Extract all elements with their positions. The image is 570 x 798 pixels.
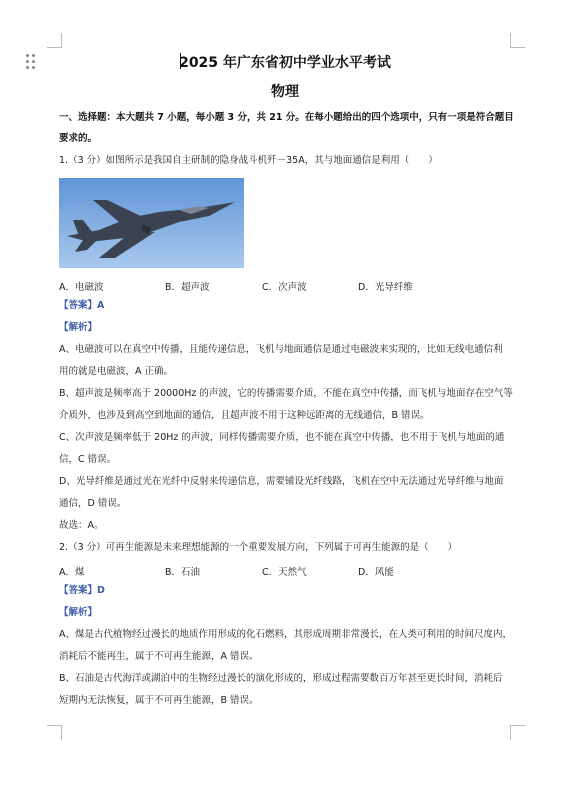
q1-analysis-line: A、电磁波可以在真空中传播，且能传递信息，飞机与地面通信是通过电磁波来实现的，比如无线电通信利 — [59, 344, 503, 355]
fighter-jet-image — [59, 178, 244, 268]
q1-option-d: D．光导纤维 — [358, 282, 413, 293]
q2-option-b: B．石油 — [165, 567, 201, 578]
q1-analysis-line: 介质外，也涉及到高空到地面的通信，且超声波不用于这种远距离的无线通信，B 错误。 — [59, 410, 430, 421]
q2-answer: 【答案】D — [59, 585, 105, 596]
q2-analysis-line: 短期内无法恢复，属于不可再生能源，B 错误。 — [59, 695, 259, 706]
q1-analysis-line: D、光导纤维是通过光在光纤中反射来传递信息，需要铺设光纤线路，飞机在空中无法通过光导纤维与地面 — [59, 476, 504, 487]
q2-option-a: A．煤 — [59, 567, 85, 578]
q2-analysis-label: 【解析】 — [59, 607, 98, 618]
q2-analysis-line: A、煤是古代植物经过漫长的地质作用形成的化石燃料，其形成周期非常漫长，在人类可利用的时间尺度内， — [59, 629, 513, 640]
q1-conclusion: 故选：A。 — [59, 520, 104, 531]
q1-option-c: C．次声波 — [262, 282, 307, 293]
q1-analysis-line: 信，C 错误。 — [59, 454, 117, 465]
page-title: 2025 年广东省初中学业水平考试 — [179, 55, 391, 71]
q1-analysis-line: C、次声波是频率低于 20Hz 的声波，同样传播需要介质，也不能在真空中传播，也不用于飞机与地面的通 — [59, 432, 505, 443]
section-heading-cont: 要求的。 — [59, 133, 98, 144]
question-1-stem: 1.（3 分）如图所示是我国自主研制的隐身战斗机歼－35A，其与地面通信是利用（ ） — [59, 155, 438, 166]
page-corner-mark — [510, 33, 525, 48]
q2-analysis-line: 消耗后不能再生，属于不可再生能源，A 错误。 — [59, 651, 259, 662]
q2-analysis-line: B、石油是古代海洋或湖泊中的生物经过漫长的演化形成的，形成过程需要数百万年甚至更长时间，消耗后 — [59, 673, 503, 684]
q1-analysis-line: B、超声波是频率高于 20000Hz 的声波，它的传播需要介质，不能在真空中传播，而飞机与地面存在空气等 — [59, 388, 513, 399]
question-2-stem: 2.（3 分）可再生能源是未来理想能源的一个重要发展方向，下列属于可再生能源的是（ ） — [59, 542, 458, 553]
page-subtitle: 物理 — [271, 84, 299, 100]
q2-option-d: D．风能 — [358, 567, 394, 578]
section-heading: 一、选择题：本大题共 7 小题，每小题 3 分，共 21 分。在每小题给出的四个选项中，只有一项是符合题目 — [59, 112, 514, 123]
page-corner-mark — [510, 725, 525, 740]
q1-analysis-label: 【解析】 — [59, 322, 98, 333]
page-corner-mark — [47, 725, 62, 740]
q1-option-a: A．电磁波 — [59, 282, 104, 293]
q1-analysis-line: 用的就是电磁波，A 正确。 — [59, 366, 174, 377]
q1-analysis-line: 通信，D 错误。 — [59, 498, 127, 509]
q2-option-c: C．天然气 — [262, 567, 307, 578]
page-corner-mark — [47, 33, 62, 48]
q1-answer: 【答案】A — [59, 300, 105, 311]
q1-option-b: B．超声波 — [165, 282, 210, 293]
